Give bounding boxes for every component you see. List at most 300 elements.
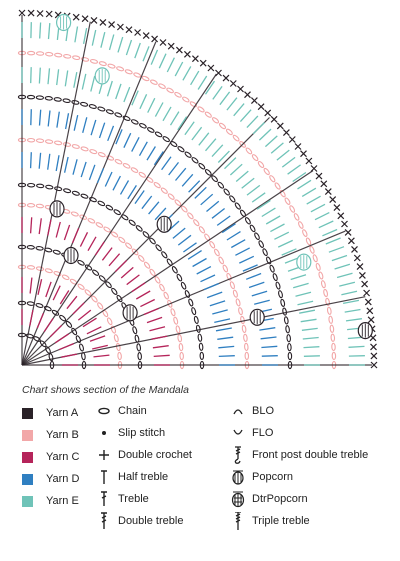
chain-stitch [262, 248, 268, 256]
legend-stitch-label: Double treble [118, 515, 184, 527]
treble-stitch [252, 193, 265, 202]
chain-stitch [72, 55, 80, 60]
chain-stitch [108, 63, 116, 68]
chain-stitch [232, 134, 240, 141]
treble-stitch [171, 112, 179, 126]
chain-stitch [302, 229, 308, 237]
treble-stitch [108, 126, 114, 141]
treble-stitch [147, 147, 155, 161]
treble-stitch [178, 235, 191, 245]
chain-stitch [54, 97, 62, 101]
chain-stitch [116, 343, 121, 351]
chain-stitch [191, 157, 199, 164]
chain-stitch [27, 138, 34, 142]
chain-stitch [298, 221, 304, 229]
treble-stitch [80, 232, 87, 246]
treble-stitch [46, 282, 51, 297]
chain-stitch [219, 122, 227, 129]
treble-stitch [298, 180, 312, 189]
chain-stitch [36, 266, 44, 271]
legend-yarn-label: Yarn D [46, 473, 80, 485]
chain-stitch [149, 268, 156, 276]
legend-stitch-label: Half treble [118, 471, 169, 483]
treble-stitch [135, 43, 141, 58]
chain-stitch [155, 131, 163, 138]
treble-stitch [56, 155, 59, 171]
treble-stitch [235, 248, 249, 255]
treble-stitch [108, 81, 113, 96]
chain-stitch [180, 352, 184, 359]
treble-stitch [299, 310, 315, 313]
double-crochet-stitch [325, 189, 331, 195]
treble-stitch [39, 153, 40, 169]
chain-icon [96, 402, 112, 420]
treble-stitch [57, 69, 59, 85]
chain-stitch [321, 280, 326, 288]
double-crochet-stitch [330, 197, 336, 203]
treble-stitch [265, 136, 277, 147]
double-crochet-stitch [192, 56, 198, 62]
front-post-double-treble-icon [230, 446, 246, 464]
chain-stitch [136, 344, 140, 352]
treble-stitch [262, 208, 276, 216]
treble-stitch [140, 142, 148, 156]
treble-stitch [227, 232, 241, 240]
chain-stitch [138, 171, 146, 178]
chain-stitch [198, 163, 206, 170]
treble-stitch [214, 319, 230, 323]
double-crochet-stitch [295, 144, 301, 150]
chain-stitch [54, 141, 62, 146]
chain-stitch [211, 175, 218, 183]
double-crochet-stitch [321, 181, 327, 187]
treble-stitch [199, 133, 209, 146]
treble-stitch [277, 150, 289, 160]
treble-stitch [135, 191, 144, 204]
chain-stitch [194, 316, 199, 324]
yarn-b-swatch [22, 430, 33, 441]
chain-stitch [54, 53, 62, 57]
treble-stitch [65, 157, 69, 173]
double-crochet-stitch [352, 246, 358, 252]
chain-stitch [205, 169, 213, 176]
treble-stitch [127, 275, 140, 285]
treble-stitch [204, 284, 219, 290]
double-treble-icon [96, 512, 112, 530]
treble-stitch [132, 283, 145, 292]
treble-stitch [304, 347, 320, 348]
chain-stitch [328, 316, 332, 324]
treble-stitch [217, 337, 233, 339]
legend-yarn-e [22, 492, 79, 510]
legend-stitch-label: Double crochet [118, 449, 192, 461]
treble-stitch [73, 228, 79, 243]
chain-stitch [158, 83, 166, 89]
chain-stitch [269, 265, 275, 273]
treble-stitch [254, 300, 270, 304]
legend-yarn-b [22, 426, 79, 444]
treble-stitch [102, 248, 112, 261]
chain-stitch [72, 100, 80, 105]
chain-stitch [214, 249, 221, 257]
double-crochet-stitch [230, 81, 236, 87]
chain-stitch [142, 231, 150, 238]
treble-stitch [78, 310, 91, 320]
chain-stitch [323, 289, 328, 297]
treble-stitch [142, 196, 152, 209]
chain-stitch [171, 266, 178, 274]
legend-stitch-label: FLO [252, 427, 274, 439]
treble-stitch [59, 344, 74, 350]
chain-stitch [45, 139, 53, 143]
legend-double-treble [96, 512, 183, 530]
chain-stitch [131, 167, 139, 174]
treble-stitch [302, 328, 318, 330]
treble-stitch [40, 23, 41, 39]
treble-stitch [213, 86, 222, 99]
treble-stitch [109, 254, 120, 266]
treble-stitch [30, 310, 33, 326]
treble-stitch [183, 66, 191, 80]
treble-stitch [207, 292, 222, 298]
treble-stitch [167, 58, 174, 72]
treble-stitch [212, 209, 225, 219]
chain-stitch [230, 281, 236, 289]
chain-stitch [242, 325, 247, 333]
chain-stitch [27, 95, 34, 99]
treble-stitch [154, 152, 163, 165]
treble-stitch [239, 256, 254, 263]
chain-stitch [199, 343, 203, 351]
chain-stitch [92, 269, 100, 276]
treble-stitch [73, 159, 77, 174]
chain-stitch [161, 251, 168, 259]
chain-stitch [180, 282, 186, 290]
treble-stitch [271, 143, 283, 153]
chain-stitch [36, 303, 44, 308]
chain-stitch [209, 241, 216, 249]
chain-stitch [243, 334, 247, 342]
treble-stitch [64, 225, 69, 240]
treble-stitch [152, 336, 168, 339]
double-crochet-stitch [311, 166, 317, 172]
treble-stitch [188, 251, 202, 260]
yarn-d-swatch [22, 474, 33, 485]
legend-stitch-label: BLO [252, 405, 275, 417]
treble-stitch [73, 303, 84, 314]
chain-stitch [331, 334, 335, 341]
chain-stitch [332, 343, 336, 350]
chain-stitch [125, 242, 133, 249]
chain-stitch [27, 183, 34, 187]
chain-stitch [36, 184, 44, 188]
treble-stitch [304, 356, 320, 357]
legend-double-crochet [96, 446, 192, 464]
chain-stitch [282, 308, 287, 316]
legend-front-post-double-treble [230, 446, 368, 464]
chain-stitch [147, 127, 155, 133]
chain-stitch [289, 205, 296, 213]
chain-stitch [182, 96, 190, 103]
treble-stitch [89, 165, 95, 180]
chain-stitch [36, 204, 44, 208]
chain-stitch [249, 224, 256, 232]
double-crochet-stitch [368, 317, 374, 323]
chain-stitch [142, 76, 150, 82]
treble-icon [96, 490, 112, 508]
treble-stitch [311, 204, 325, 212]
chain-stitch [176, 326, 181, 334]
legend-chain [96, 402, 147, 420]
double-crochet-stitch [126, 27, 132, 33]
treble-stitch [31, 152, 32, 168]
treble-stitch [140, 94, 147, 109]
chain-stitch [27, 265, 34, 269]
treble-stitch [169, 162, 179, 175]
treble-stitch [91, 76, 95, 92]
chain-stitch [115, 159, 123, 165]
half-treble-icon [96, 468, 112, 486]
treble-stitch [40, 110, 41, 126]
treble-stitch [253, 123, 264, 134]
double-crochet-stitch [46, 11, 52, 17]
chain-stitch [27, 245, 34, 249]
double-crochet-stitch [334, 205, 340, 211]
legend-yarn-label: Yarn E [46, 495, 79, 507]
chain-stitch [89, 104, 97, 109]
chain-stitch [177, 146, 185, 153]
chain-stitch [79, 344, 84, 352]
slip-stitch-icon [96, 424, 112, 442]
chain-stitch [133, 72, 141, 78]
chain-stitch [45, 185, 53, 189]
treble-stitch [155, 103, 163, 117]
treble-stitch [252, 291, 267, 296]
double-crochet-stitch [109, 22, 115, 28]
treble-stitch [346, 319, 362, 321]
treble-stitch [178, 117, 187, 130]
treble-stitch [82, 74, 86, 90]
legend-yarn-a [22, 404, 78, 422]
chain-stitch [177, 334, 182, 342]
chain-stitch [54, 186, 62, 191]
treble-stitch [207, 201, 219, 211]
double-crochet-stitch [265, 110, 271, 116]
treble-stitch [247, 116, 258, 128]
treble-stitch [216, 328, 232, 331]
treble-stitch [270, 224, 284, 232]
chain-stitch [174, 199, 182, 206]
chain-stitch [111, 288, 118, 296]
treble-stitch [212, 310, 227, 314]
treble-stitch [227, 98, 237, 110]
chain-stitch [91, 295, 98, 303]
treble-stitch [301, 319, 317, 321]
treble-stitch [329, 247, 344, 253]
double-crochet-stitch [82, 16, 88, 22]
treble-stitch [95, 242, 104, 255]
chain-stitch [163, 292, 169, 300]
treble-stitch [192, 127, 202, 140]
treble-stitch [159, 54, 166, 68]
chain-stitch [198, 334, 202, 342]
treble-stitch [201, 275, 216, 282]
treble-stitch [65, 71, 67, 87]
treble-stitch [189, 181, 200, 193]
chain-stitch [191, 307, 196, 315]
treble-stitch [349, 346, 365, 347]
legend-slip-stitch [96, 424, 165, 442]
treble-stitch [175, 62, 183, 76]
dtr-popcorn-icon [230, 490, 246, 508]
treble-stitch [335, 264, 350, 269]
chain-stitch [72, 191, 80, 196]
chain-stitch [272, 273, 278, 281]
chain-stitch [45, 96, 53, 100]
chain-stitch [278, 290, 283, 298]
chain-stitch [332, 352, 336, 359]
chain-stitch [36, 246, 44, 250]
treble-stitch [61, 354, 77, 357]
chain-stitch [114, 112, 122, 118]
blo-icon [230, 402, 246, 420]
treble-stitch [31, 109, 32, 125]
treble-stitch [247, 185, 260, 195]
triple-treble-icon [230, 512, 246, 530]
treble-stitch [132, 137, 139, 151]
treble-stitch [44, 318, 53, 331]
chain-stitch [193, 219, 200, 227]
chain-stitch [87, 218, 95, 224]
double-crochet-stitch [216, 70, 222, 76]
treble-stitch [50, 325, 61, 336]
treble-stitch [55, 334, 68, 343]
treble-stitch [230, 164, 242, 175]
treble-stitch [48, 220, 51, 236]
treble-stitch [183, 243, 196, 252]
treble-stitch [176, 168, 186, 180]
treble-stitch [319, 221, 334, 228]
chain-stitch [77, 283, 85, 290]
chain-stitch [238, 307, 243, 315]
chain-stitch [226, 128, 234, 135]
treble-stitch [57, 112, 59, 128]
double-crochet-stitch [306, 158, 312, 164]
treble-stitch [212, 145, 223, 157]
chain-stitch [77, 260, 85, 267]
chain-stitch [198, 226, 205, 234]
legend-yarn-label: Yarn C [46, 451, 80, 463]
treble-stitch [147, 317, 162, 322]
legend-blo [230, 402, 274, 420]
double-crochet-stitch [160, 40, 166, 46]
treble-stitch [97, 168, 103, 183]
treble-stitch [222, 224, 235, 233]
chain-stitch [173, 317, 178, 325]
double-crochet-stitch [91, 17, 97, 23]
treble-stitch [219, 356, 235, 357]
treble-stitch [288, 165, 301, 174]
chain-stitch [81, 193, 89, 199]
treble-stitch [266, 216, 280, 224]
chain-stitch [162, 136, 170, 143]
treble-stitch [259, 328, 275, 330]
chain-stitch [139, 123, 147, 129]
chain-stitch [80, 102, 88, 107]
chain-stitch [149, 237, 156, 245]
treble-stitch [217, 216, 230, 225]
yarn-a-swatch [22, 408, 33, 419]
chain-stitch [95, 222, 103, 228]
chain-stitch [187, 212, 194, 220]
treble-stitch [210, 301, 225, 306]
chain-stitch [234, 202, 241, 210]
treble-stitch [118, 37, 123, 52]
chain-stitch [81, 146, 89, 151]
treble-stitch [298, 301, 314, 305]
double-crochet-stitch [176, 47, 182, 53]
chain-stitch [284, 197, 291, 205]
treble-stitch [225, 158, 236, 169]
double-crochet-icon [96, 446, 112, 464]
treble-stitch [293, 283, 308, 287]
treble-stitch [126, 40, 131, 55]
treble-stitch [74, 72, 77, 88]
chain-stitch [27, 51, 34, 55]
chain-stitch [132, 326, 137, 334]
treble-stitch [48, 154, 50, 170]
chain-stitch [150, 79, 158, 85]
treble-stitch [195, 187, 207, 198]
treble-stitch [218, 151, 229, 162]
chain-stitch [245, 352, 249, 359]
treble-stitch [278, 240, 293, 247]
treble-stitch [162, 157, 171, 170]
treble-stitch [218, 346, 234, 347]
yarn-e-swatch [22, 496, 33, 507]
double-crochet-stitch [342, 221, 348, 227]
double-crochet-stitch [348, 238, 354, 244]
treble-stitch [296, 292, 312, 296]
chain-stitch [114, 334, 119, 342]
chain-stitch [105, 281, 112, 289]
treble-stitch [246, 274, 261, 280]
double-crochet-stitch [362, 281, 368, 287]
double-crochet-stitch [316, 173, 322, 179]
chain-stitch [118, 236, 126, 243]
legend-stitch-label: Popcorn [252, 471, 293, 483]
legend-stitch-label: Front post double treble [252, 449, 369, 461]
legend-yarn-d [22, 470, 79, 488]
chain-stitch [244, 343, 248, 350]
treble-stitch [67, 296, 77, 309]
double-crochet-stitch [338, 213, 344, 219]
chain-stitch [97, 200, 105, 206]
chain-stitch [306, 237, 312, 245]
chain-stitch [258, 240, 264, 248]
treble-stitch [90, 336, 105, 341]
chain-stitch [212, 117, 220, 124]
treble-stitch [234, 104, 244, 116]
treble-stitch [105, 172, 112, 187]
legend-popcorn [230, 468, 293, 486]
treble-stitch [94, 355, 110, 357]
treble-stitch [282, 157, 295, 167]
chain-stitch [257, 161, 264, 169]
chain-stitch [240, 316, 245, 324]
chain-stitch [196, 325, 201, 333]
treble-stitch [154, 355, 170, 356]
